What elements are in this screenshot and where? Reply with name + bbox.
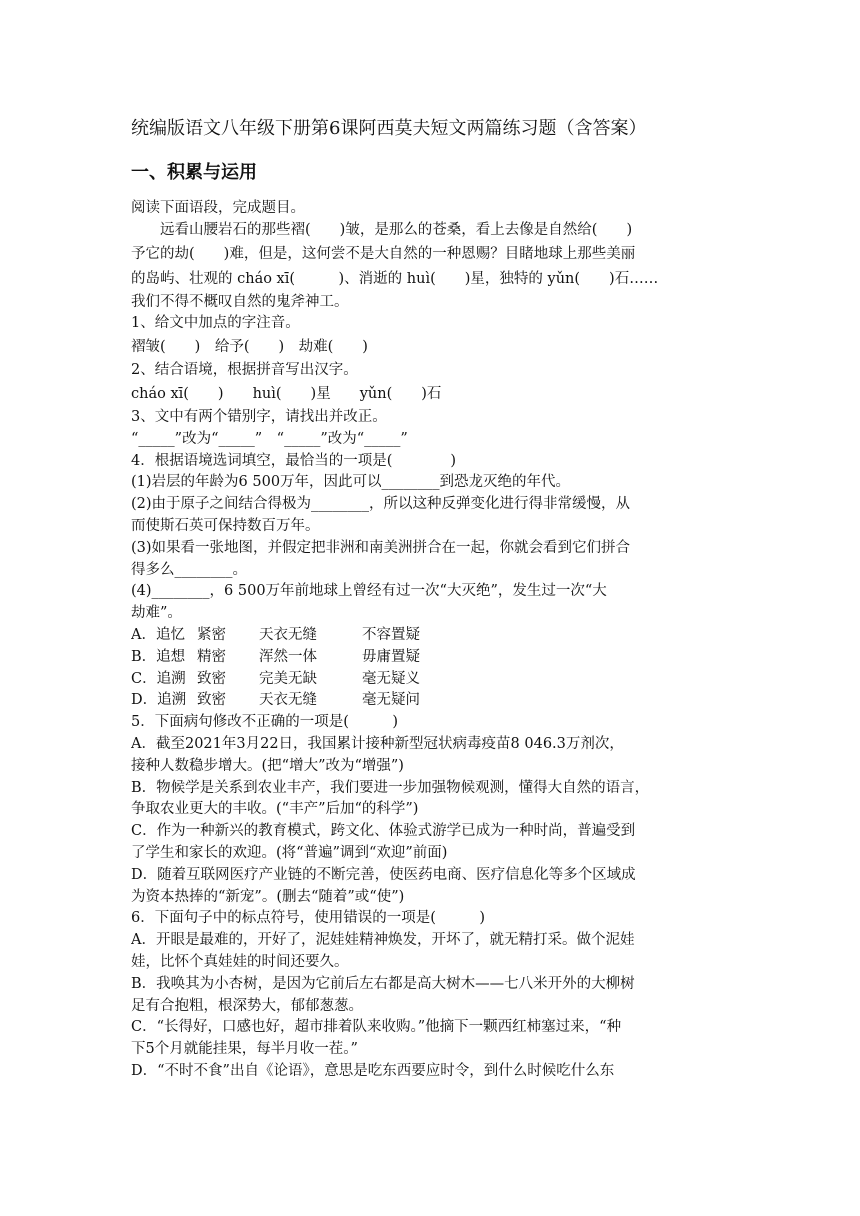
option-cell: 天衣无缝 bbox=[259, 626, 317, 643]
document-body bbox=[131, 198, 735, 1083]
document-title: 统编版语文八年级下册第6课阿西莫夫短文两篇练习题（含答案） bbox=[131, 118, 647, 139]
passage-line: 予它的劫( )难，但是，这何尝不是大自然的一种恩赐？目睹地球上那些美丽 bbox=[131, 245, 636, 262]
option-cell: D．追溯 bbox=[131, 692, 187, 709]
option-cell: 致密 bbox=[197, 670, 226, 687]
question-6-option: 足有合抱粗，根深势大，郁郁葱葱。 bbox=[131, 997, 363, 1014]
question-4-item: (2)由于原子之间结合得极为________，所以这种反弹变化进行得非常缓慢，从 bbox=[131, 496, 631, 513]
answer-blanks-3: “_____”改为“_____” “_____”改为“_____” bbox=[131, 430, 408, 447]
question-6-option: A．开眼是最难的，开好了，泥娃娃精神焕发，开坏了，就无精打采。做个泥娃 bbox=[131, 932, 635, 949]
question-1: 1、给文中加点的字注音。 bbox=[131, 315, 300, 332]
option-cell: 浑然一体 bbox=[259, 648, 317, 665]
option-cell: 致密 bbox=[197, 692, 226, 709]
question-4-item: 而使斯石英可保持数百万年。 bbox=[131, 517, 320, 534]
question-5-option: 争取农业更大的丰收。(“丰产”后加“的科学”) bbox=[131, 801, 419, 818]
question-6-option: D．“不时不食”出自《论语》，意思是吃东西要应时令，到什么时候吃什么东 bbox=[131, 1062, 615, 1079]
question-5-option: C．作为一种新兴的教育模式，跨文化、体验式游学已成为一种时尚，普遍受到 bbox=[131, 823, 636, 840]
question-5-option: 为资本热捧的“新宠”。(删去“随着”或“使”) bbox=[131, 888, 405, 905]
question-5-option: D．随着互联网医疗产业链的不断完善，使医药电商、医疗信息化等多个区域成 bbox=[131, 866, 636, 883]
option-cell: 紧密 bbox=[197, 626, 226, 643]
option-cell: B．追想 bbox=[131, 648, 186, 665]
question-2: 2、结合语境，根据拼音写出汉字。 bbox=[131, 362, 358, 379]
question-6-option: B．我唤其为小杏树，是因为它前后左右都是高大树木——七八米开外的大柳树 bbox=[131, 975, 635, 992]
question-4-item: (3)如果看一张地图，并假定把非洲和南美洲拼合在一起，你就会看到它们拼合 bbox=[131, 539, 631, 556]
passage-line: 的岛屿、壮观的 cháo xī( )、消逝的 huì( )星，独特的 yǔn( )石…… bbox=[131, 270, 659, 287]
question-5: 5．下面病句修改不正确的一项是( ) bbox=[131, 714, 399, 731]
option-row bbox=[131, 669, 735, 691]
option-cell: 不容置疑 bbox=[362, 626, 420, 643]
option-row bbox=[131, 625, 735, 647]
question-5-option: A．截至2021年3月22日，我国累计接种新型冠状病毒疫苗8 046.3万剂次， bbox=[131, 735, 624, 752]
option-cell: 精密 bbox=[197, 648, 226, 665]
question-5-option: 了学生和家长的欢迎。(将“普遍”调到“欢迎”前面) bbox=[131, 844, 448, 861]
question-3: 3、文中有两个错别字，请找出并改正。 bbox=[131, 408, 387, 425]
option-cell: 天衣无缝 bbox=[259, 692, 317, 709]
question-4-item: 劫难”。 bbox=[131, 605, 182, 622]
section-heading: 一、积累与运用 bbox=[131, 162, 257, 183]
question-4: 4．根据语境选词填空，最恰当的一项是( ) bbox=[131, 452, 457, 469]
option-cell: 毫无疑义 bbox=[362, 670, 420, 687]
question-5-option: 接种人数稳步增大。(把“增大”改为“增强”) bbox=[131, 757, 404, 774]
option-row bbox=[131, 647, 735, 669]
option-cell: A．追忆 bbox=[131, 626, 185, 643]
passage-line: 我们不得不概叹自然的鬼斧神工。 bbox=[131, 293, 349, 310]
passage-line: 远看山腰岩石的那些褶( )皱，是那么的苍桑，看上去像是自然给( ) bbox=[160, 221, 633, 238]
question-4-item: 得多么________。 bbox=[131, 561, 247, 578]
question-5-option: B．物候学是关系到农业丰产，我们要进一步加强物候观测，懂得大自然的语言， bbox=[131, 779, 650, 796]
option-cell: 毫无疑问 bbox=[362, 692, 420, 709]
answer-blanks-1: 褶皱( ) 给予( ) 劫难( ) bbox=[131, 339, 368, 356]
question-4-item: (1)岩层的年龄为6 500万年，因此可以________到恐龙灭绝的年代。 bbox=[131, 474, 571, 491]
question-4-item: (4)________，6 500万年前地球上曾经有过一次“大灭绝”，发生过一次“大 bbox=[131, 583, 607, 600]
option-cell: C．追溯 bbox=[131, 670, 186, 687]
option-row bbox=[131, 690, 735, 712]
option-cell: 完美无缺 bbox=[259, 670, 317, 687]
answer-blanks-2: cháo xī( ) huì( )星 yǔn( )石 bbox=[131, 385, 442, 402]
question-6-option: 下5个月就能挂果，每半月收一茬。” bbox=[131, 1041, 358, 1058]
option-cell: 毋庸置疑 bbox=[362, 648, 420, 665]
question-6-option: 娃，比怀个真娃娃的时间还要久。 bbox=[131, 953, 349, 970]
question-6-option: C．“长得好，口感也好，超市排着队来收购。”他摘下一颗西红柿塞过来，“种 bbox=[131, 1019, 622, 1036]
question-6: 6．下面句子中的标点符号，使用错误的一项是( ) bbox=[131, 910, 486, 927]
reading-instruction: 阅读下面语段，完成题目。 bbox=[131, 200, 305, 216]
